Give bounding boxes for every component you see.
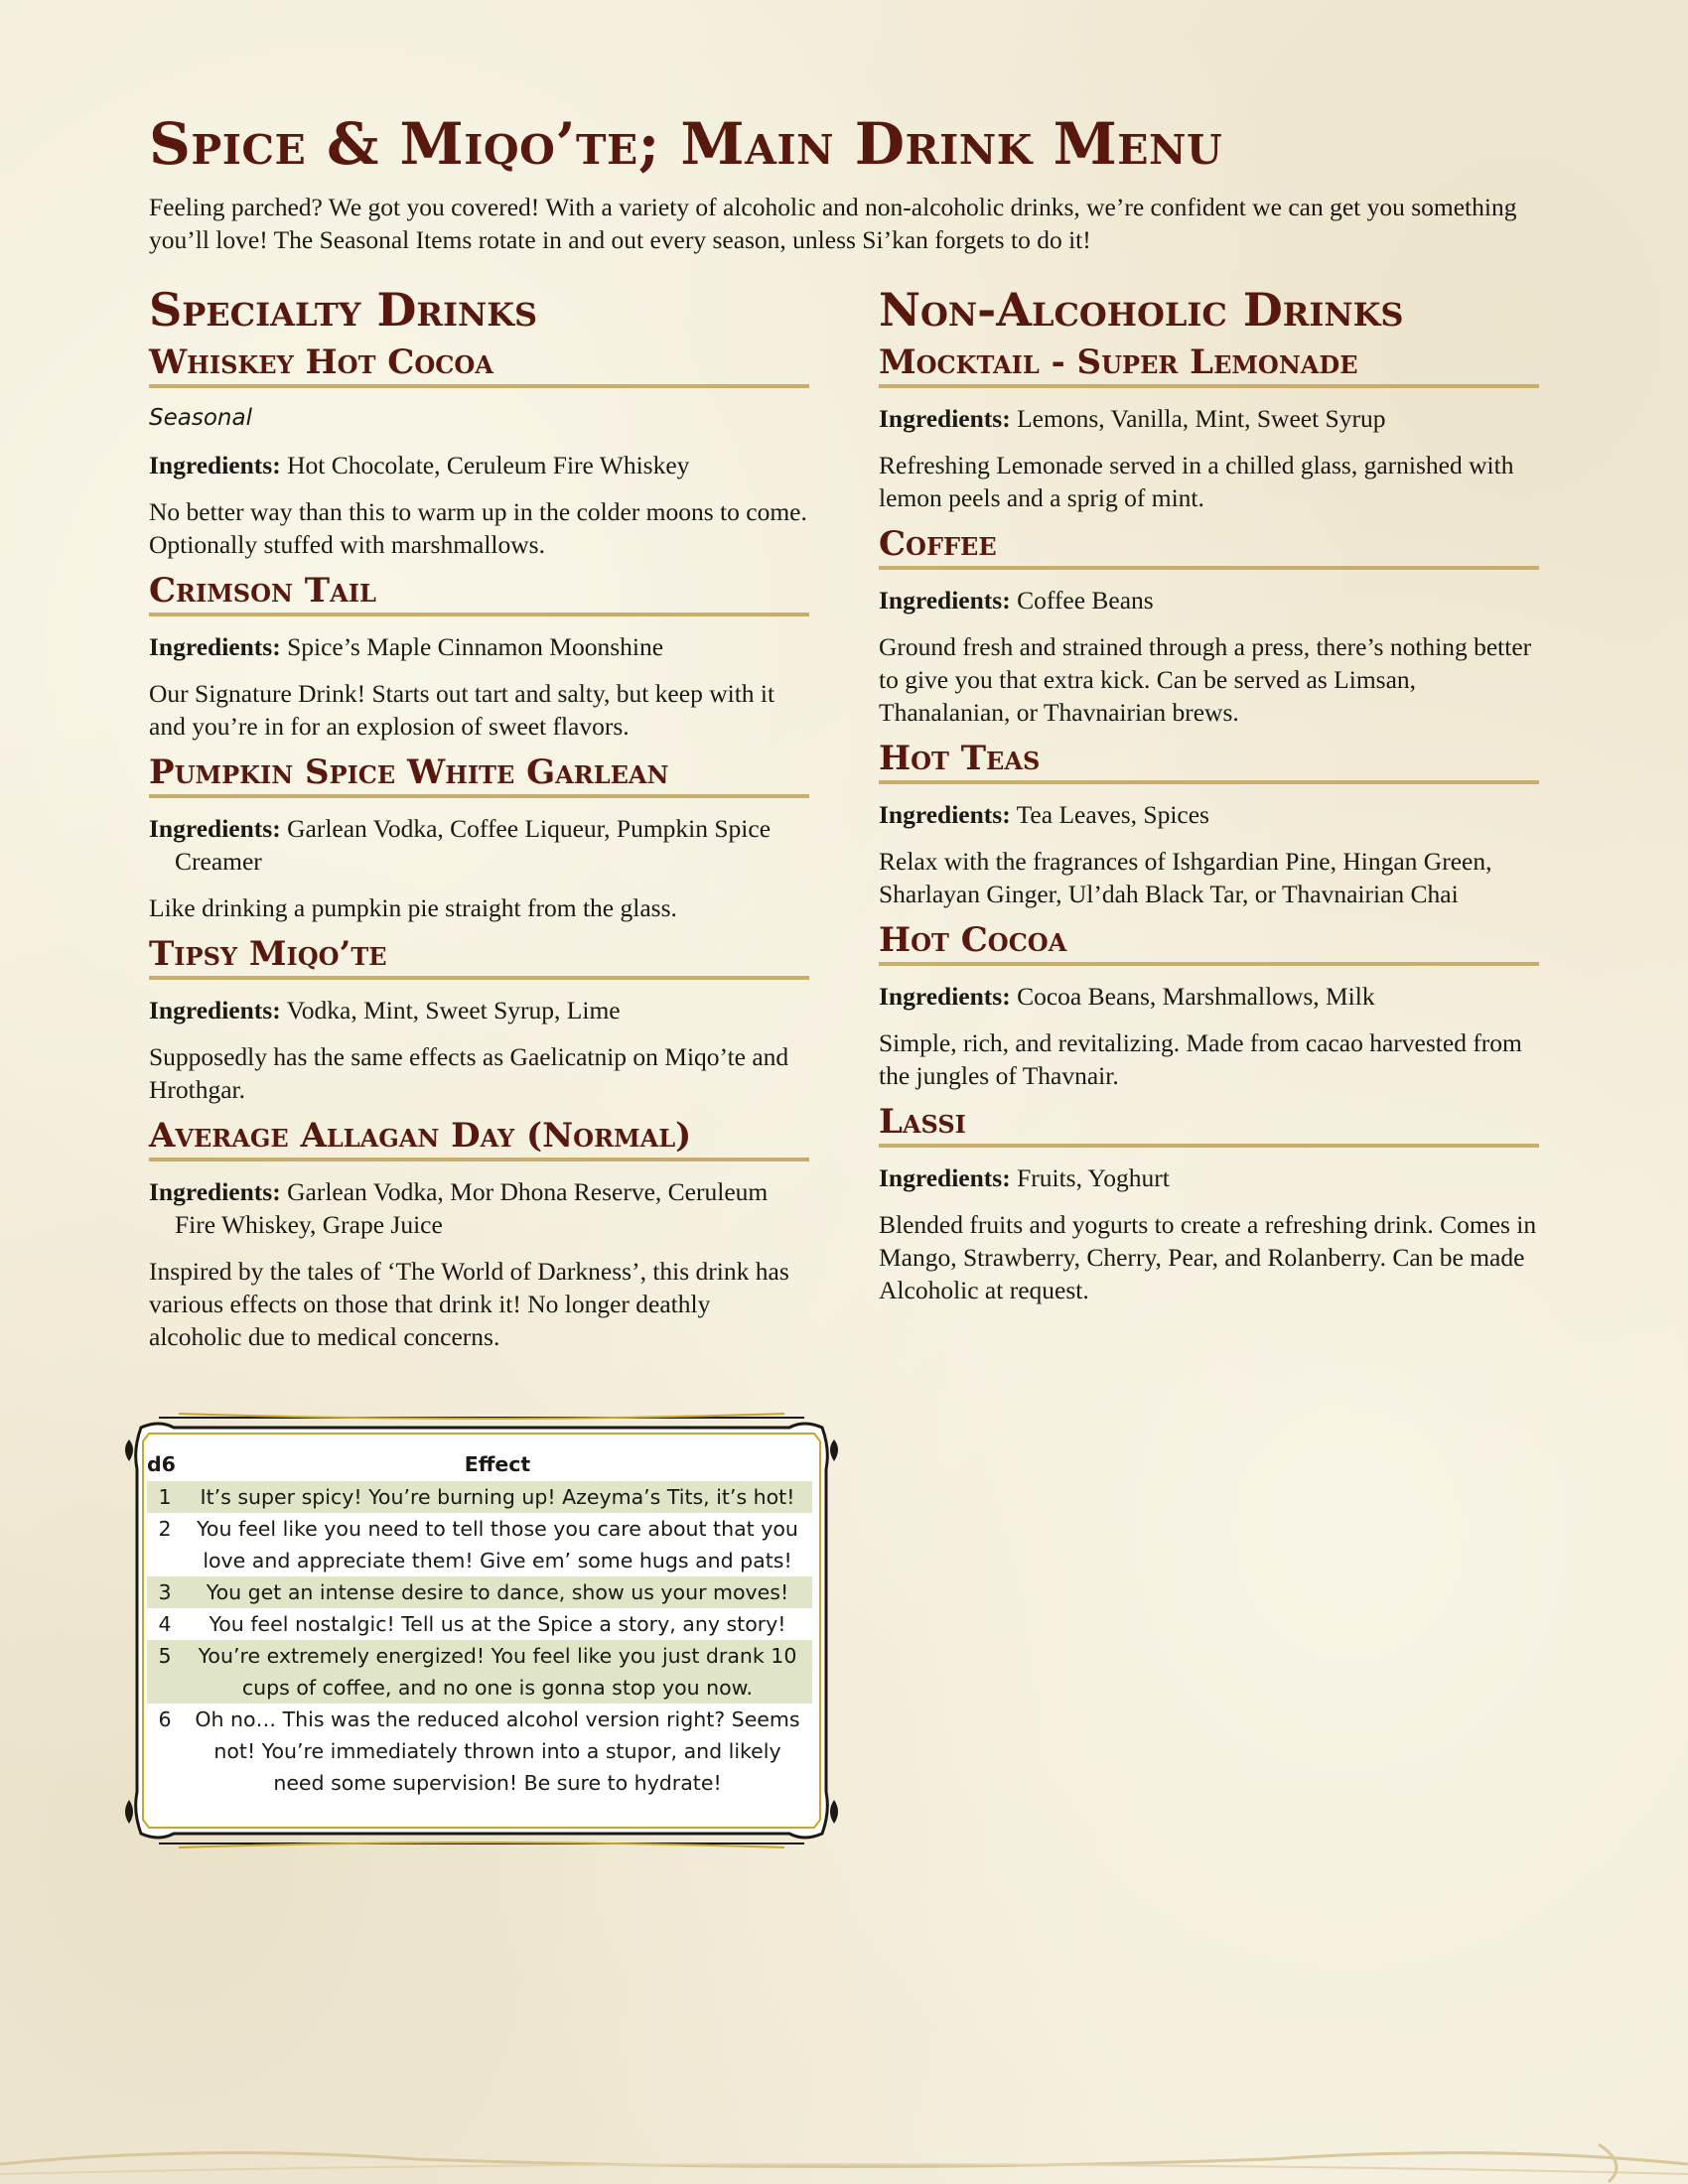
ingredients — [149, 812, 809, 878]
ingredients-label: Ingredients: — [149, 1177, 281, 1206]
menu-item — [149, 934, 809, 1106]
ingredients — [879, 1161, 1539, 1194]
ingredients-list: Cocoa Beans, Marshmallows, Milk — [1017, 982, 1375, 1011]
item-description: Supposedly has the same effects as Gaelicatnip on Miqo’te and Hrothgar. — [149, 1042, 789, 1104]
footer-ornament — [0, 2105, 1688, 2184]
table-row — [147, 1513, 812, 1576]
ingredients-label: Ingredients: — [149, 996, 281, 1024]
menu-item — [149, 1116, 809, 1353]
table-row — [147, 1576, 812, 1608]
item-title: Tipsy Miqo’te — [149, 934, 809, 980]
ingredients-list: Spice’s Maple Cinnamon Moonshine — [287, 632, 664, 661]
menu-item — [879, 920, 1539, 1092]
ingredients — [879, 584, 1539, 616]
menu-item — [879, 739, 1539, 910]
menu-item — [149, 752, 809, 924]
item-description: No better way than this to warm up in the colder moons to come. Optionally stuffed with marshmallows. — [149, 497, 807, 559]
item-description: Relax with the fragrances of Ishgardian Pine, Hingan Green, Sharlayan Ginger, Ul’dah Black Tar, or Thavnairian Chai — [879, 847, 1492, 908]
non-alcoholic-heading: Non-Alcoholic Drinks — [879, 283, 1404, 337]
item-title: Coffee — [879, 524, 1539, 570]
item-description: Simple, rich, and revitalizing. Made from cacao harvested from the jungles of Thavnair. — [879, 1028, 1522, 1090]
item-description: Inspired by the tales of ‘The World of Darkness’, this drink has various effects on those that drink it! No longer deathly alcoholic due to medical concerns. — [149, 1257, 789, 1351]
table-header-row — [147, 1447, 812, 1481]
menu-item — [149, 342, 809, 561]
item-title: Pumpkin Spice White Garlean — [149, 752, 809, 798]
ingredients — [149, 1175, 809, 1241]
menu-item — [879, 524, 1539, 729]
effect-cell: You get an intense desire to dance, show us your moves! — [183, 1576, 812, 1608]
effects-table — [147, 1447, 812, 1799]
roll-cell: 6 — [158, 1707, 172, 1731]
table-row — [147, 1481, 812, 1513]
ingredients — [149, 630, 809, 663]
effect-cell: Oh no… This was the reduced alcohol version right? Seems not! You’re immediately thrown into a stupor, and likely need some supervision! Be sure to hydrate! — [195, 1707, 800, 1795]
ingredients — [879, 980, 1539, 1013]
ingredients-list: Hot Chocolate, Ceruleum Fire Whiskey — [287, 451, 690, 479]
item-title: Average Allagan Day (Normal) — [149, 1116, 809, 1161]
menu-item — [879, 1102, 1539, 1306]
ingredients-label: Ingredients: — [879, 1163, 1011, 1192]
effect-column-header: Effect — [464, 1452, 531, 1476]
roll-cell: 5 — [147, 1640, 183, 1704]
item-title: Mocktail - Super Lemonade — [879, 342, 1539, 388]
menu-item — [879, 342, 1539, 514]
die-column-header: d6 — [147, 1452, 176, 1476]
page-title: Spice & Miqo’te; Main Drink Menu — [149, 110, 1223, 178]
roll-cell: 2 — [158, 1517, 172, 1541]
effect-cell: You feel nostalgic! Tell us at the Spice a story, any story! — [209, 1612, 786, 1636]
item-title: Whiskey Hot Cocoa — [149, 342, 809, 388]
ingredients-list: Fruits, Yoghurt — [1017, 1163, 1170, 1192]
table-row — [147, 1704, 812, 1799]
ingredients-list: Vodka, Mint, Sweet Syrup, Lime — [286, 996, 621, 1024]
ingredients-label: Ingredients: — [149, 632, 281, 661]
roll-cell: 4 — [158, 1612, 172, 1636]
effect-cell: It’s super spicy! You’re burning up! Azeyma’s Tits, it’s hot! — [183, 1481, 812, 1513]
item-description: Blended fruits and yogurts to create a refreshing drink. Comes in Mango, Strawberry, Cherry, Pear, and Rolanberry. Can be made Alcoholic at request. — [879, 1210, 1537, 1304]
page — [149, 109, 1539, 1351]
ingredients-list: Garlean Vodka, Mor Dhona Reserve, Ceruleum Fire Whiskey, Grape Juice — [175, 1177, 769, 1239]
effects-table-box — [119, 1410, 844, 1851]
item-title: Lassi — [879, 1102, 1539, 1148]
ingredients-label: Ingredients: — [879, 404, 1011, 433]
ingredients-list: Tea Leaves, Spices — [1016, 800, 1209, 829]
item-description: Our Signature Drink! Starts out tart and salty, but keep with it and you’re in for an explosion of sweet flavors. — [149, 679, 775, 741]
ingredients-list: Garlean Vodka, Coffee Liqueur, Pumpkin Spice Creamer — [175, 814, 772, 876]
ingredients — [879, 402, 1539, 435]
item-description: Refreshing Lemonade served in a chilled glass, garnished with lemon peels and a sprig of mint. — [879, 451, 1514, 512]
ingredients — [149, 449, 809, 481]
specialty-heading: Specialty Drinks — [149, 283, 538, 337]
ingredients-label: Ingredients: — [879, 800, 1011, 829]
item-description: Like drinking a pumpkin pie straight from the glass. — [149, 893, 677, 922]
item-title: Crimson Tail — [149, 571, 809, 616]
ingredients-label: Ingredients: — [879, 586, 1011, 614]
ingredients — [879, 798, 1539, 831]
ingredients-label: Ingredients: — [879, 982, 1011, 1011]
roll-cell: 3 — [147, 1576, 183, 1608]
ingredients-label: Ingredients: — [149, 814, 281, 843]
table-row — [147, 1608, 812, 1640]
roll-cell: 1 — [147, 1481, 183, 1513]
ingredients-list: Coffee Beans — [1017, 586, 1154, 614]
menu-item — [149, 571, 809, 743]
seasonal-tag: Seasonal — [149, 405, 252, 431]
table-row — [147, 1640, 812, 1704]
item-description: Ground fresh and strained through a press, there’s nothing better to give you that extra kick. Can be served as Limsan, Thanalanian, or Thavnairian brews. — [879, 632, 1532, 727]
ingredients — [149, 994, 809, 1026]
non-alcoholic-column — [879, 283, 1539, 1316]
ingredients-label: Ingredients: — [149, 451, 281, 479]
item-title: Hot Teas — [879, 739, 1539, 784]
ingredients-list: Lemons, Vanilla, Mint, Sweet Syrup — [1017, 404, 1386, 433]
effect-cell: You’re extremely energized! You feel like you just drank 10 cups of coffee, and no one is gonna stop you now. — [183, 1640, 812, 1704]
effect-cell: You feel like you need to tell those you care about that you love and appreciate them! Give em’ some hugs and pats! — [197, 1517, 798, 1572]
specialty-column — [149, 283, 809, 1363]
item-title: Hot Cocoa — [879, 920, 1539, 966]
intro-text: Feeling parched? We got you covered! With a variety of alcoholic and non-alcoholic drinks, we’re confident we can get you something you’ll love! The Seasonal Items rotate in and out every season, unless Si’kan forgets to do it! — [149, 193, 1517, 254]
